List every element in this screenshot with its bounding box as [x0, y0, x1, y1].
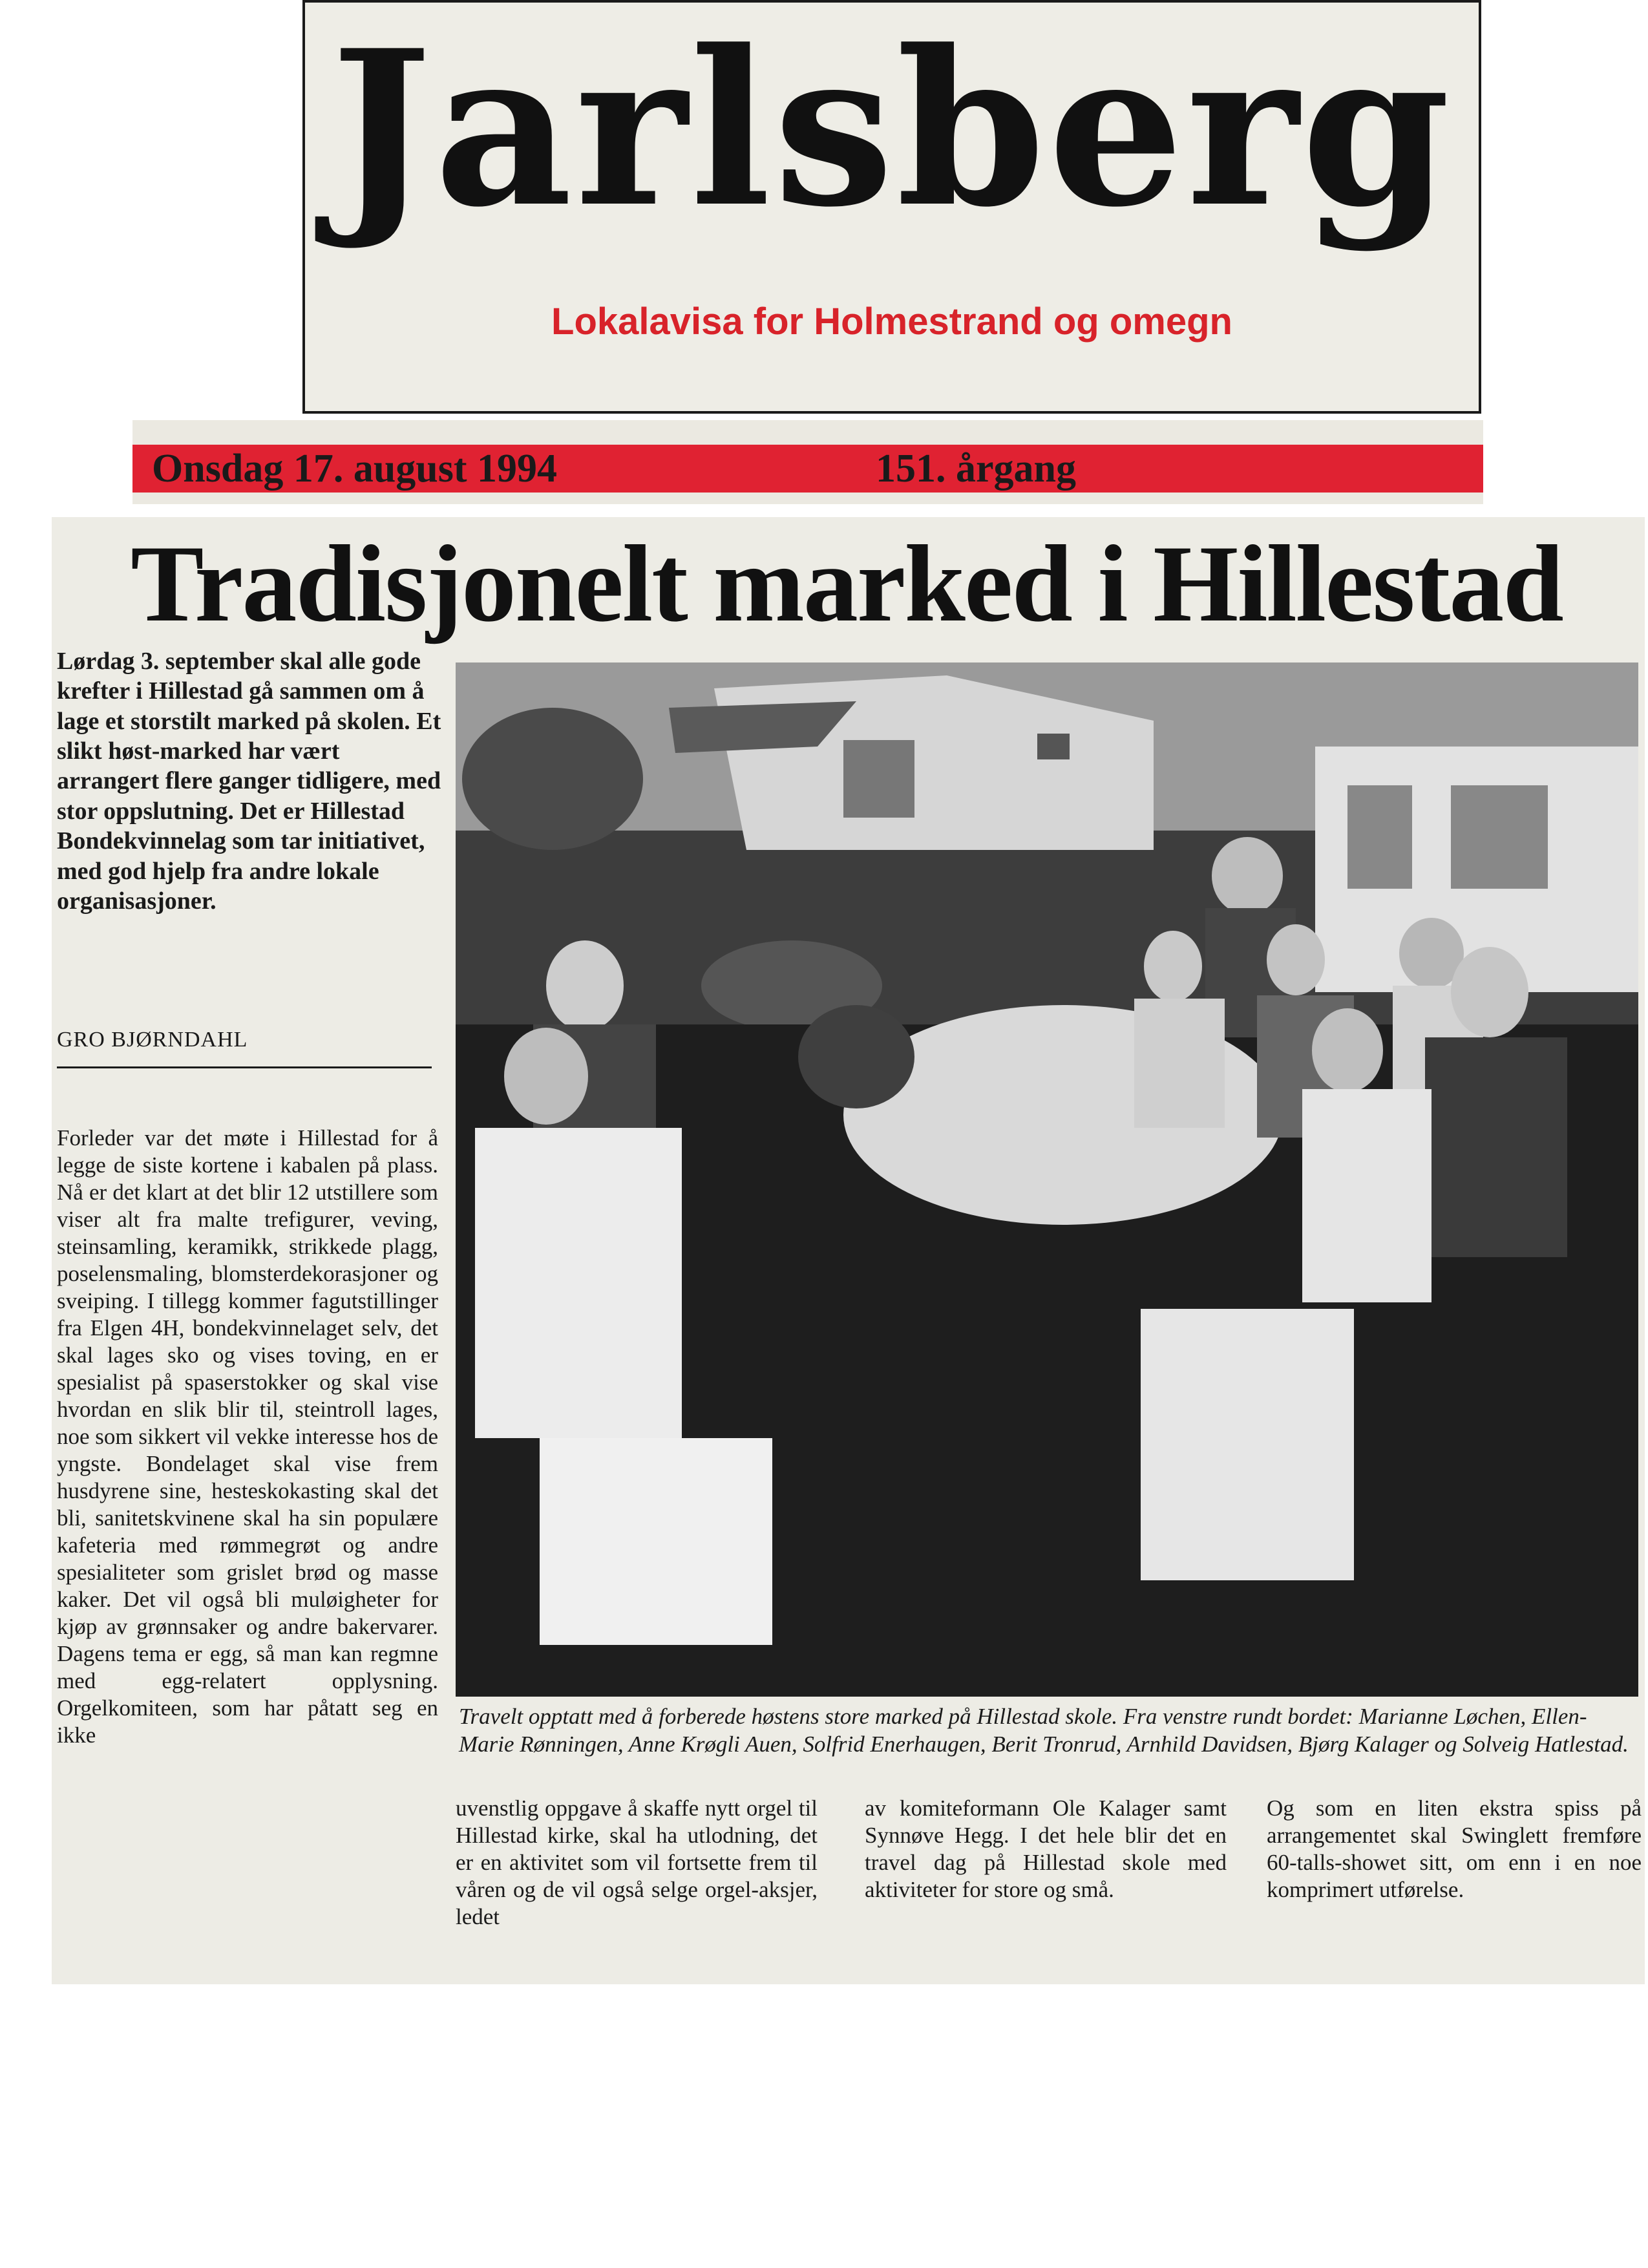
headline: Tradisjonelt marked i Hillestad [131, 523, 1563, 644]
body-column-4: Og som en liten ekstra spiss på arrangementet skal Swinglett fremføre 60-talls-showet sitt, om enn i en noe komprimert utførelse. [1267, 1796, 1642, 1902]
body-column-1: Forleder var det møte i Hillestad for å legge de siste kortene i kabalen på plass. Nå er det klart at det blir 12 utstillere som viser alt fra malte trefigurer, veving, steinsamling, keramikk, strikkede plagg, poselensmaling, blomsterdekorasjoner og sveiping. I tillegg kommer fagutstillinger fra Elgen 4H, bondekvinnelaget selv, det skal lages sko og vises toving, en er spesialist på spaserstokker og skal vise hvordan en slik blir til, steintroll lages, noe som sikkert vil vekke interesse hos de yngste. Bondelaget skal vise frem husdyrene sine, hesteskokasting skal det bli, sanitetskvinene skal ha sin populære kafeteria med rømmegrøt og andre spesialiteter som grislet brød og masse kaker. Det vil også bli muløigheter for kjøp av grønnsaker og andre bakervarer. Dagens tema er egg, så man kan regmne med egg-relatert opplysning. Orgelkomiteen, som har påtatt seg en ikke [57, 1125, 439, 1748]
photo-caption: Travelt opptatt med å forberede høstens store marked på Hillestad skole. Fra venstre rundt bordet: Marianne Løchen, Ellen-Marie Rønningen, Anne Krøgli Auen, Solfrid Enerhaugen, Berit Tronrud, Arnhild Davidsen, Bjørg Kalager og Solveig Hatlestad. [459, 1704, 1629, 1757]
body-column-2: uvenstlig oppgave å skaffe nytt orgel til Hillestad kirke, skal ha utlodning, det er en aktivitet som vil fortsette frem til våren og de vil også selge orgel-aksjer, ledet [456, 1796, 818, 1929]
issue-date: Onsdag 17. august 1994 [152, 447, 558, 491]
byline: GRO BJØRNDAHL [57, 1028, 248, 1052]
volume-number: 151. årgang [876, 447, 1076, 491]
newspaper-subtitle: Lokalavisa for Holmestrand og omegn [551, 301, 1232, 343]
body-column-3: av komiteformann Ole Kalager samt Synnøve Hegg. I det hele blir det en travel dag på Hillestad skole med aktiviteter for store og små. [865, 1796, 1227, 1902]
byline-divider [57, 1066, 432, 1068]
dateline-bar [132, 420, 1483, 504]
photo-illustration [456, 662, 1638, 1697]
lead-paragraph: Lørdag 3. september skal alle gode krefter i Hillestad gå sammen om å lage et storstilt marked på skolen. Et slikt høst-marked har vært arrangert flere ganger tidligere, med stor oppslutning. Det er Hillestad Bondekvinnelag som tar initiativet, med god hjelp fra andre lokale organisasjoner. [57, 648, 441, 915]
masthead-clipping [302, 0, 1481, 414]
article-photo [456, 662, 1638, 1697]
newspaper-logo: Jarlsberg [330, 3, 1453, 254]
article-clipping [52, 517, 1645, 1984]
